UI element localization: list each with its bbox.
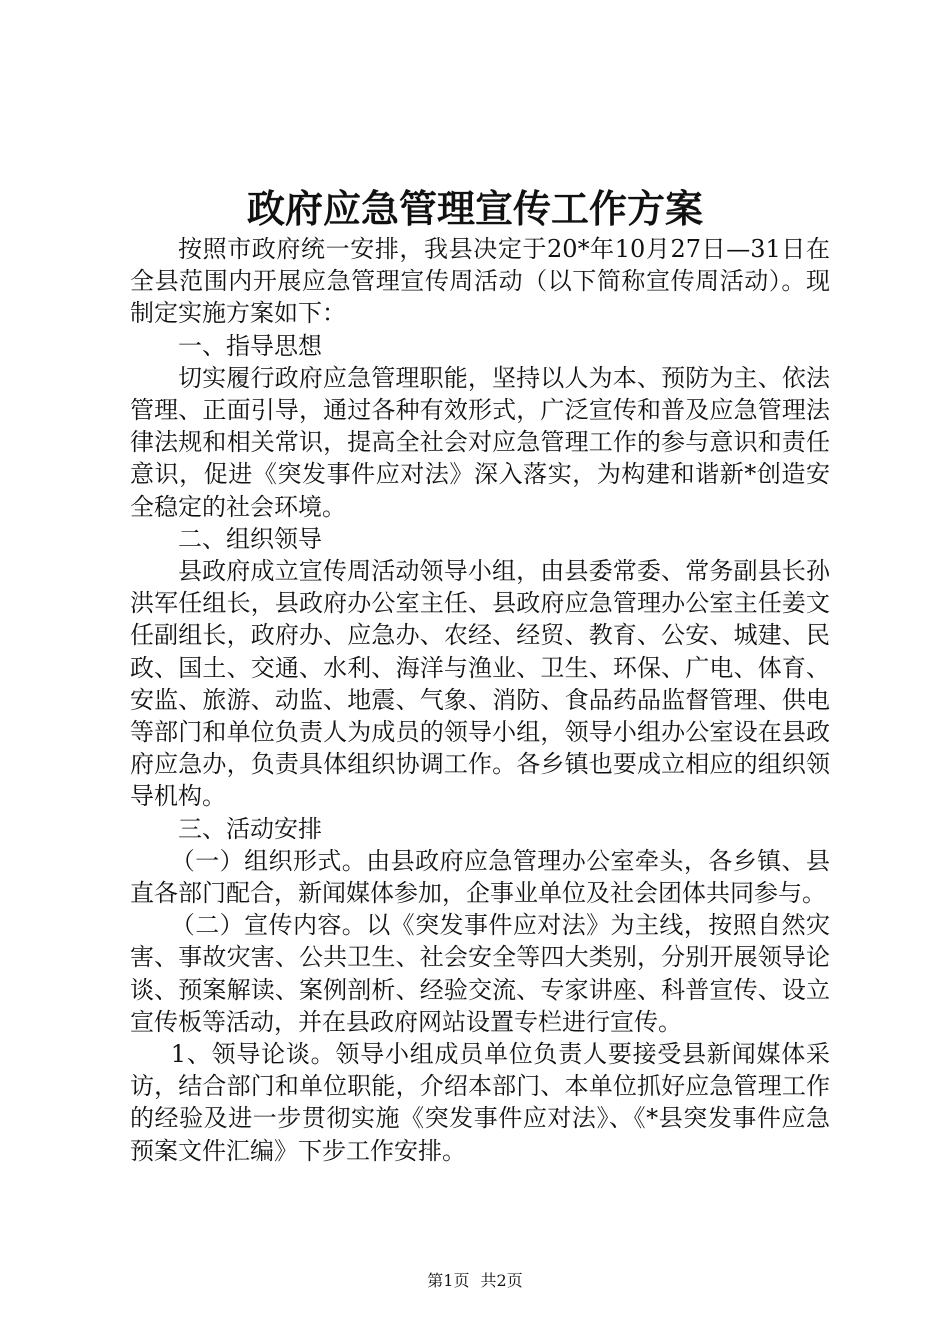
heading-organization: 二、组织领导	[178, 524, 322, 553]
heading-guiding-ideology: 一、指导思想	[178, 331, 322, 360]
paragraph-organization: 县政府成立宣传周活动领导小组，由县委常委、常务副县长孙洪军任组长，县政府办公室主任、县政府应急管理办公室主任姜文任副组长，政府办、应急办、农经、经贸、教育、公安、城建、民政、国土、交通、水利、海洋与渔业、卫生、环保、广电、体育、安监、旅游、动监、地震、气象、消防、食品药品监督管理、供电等部门和单位负责人为成员的领导小组，领导小组办公室设在县政府应急办，负责具体组织协调工作。各乡镇也要成立相应的组织领导机构。	[130, 557, 830, 811]
paragraph-leadership-talks: 1、领导论谈。领导小组成员单位负责人要接受县新闻媒体采访，结合部门和单位职能，介绍本部门、本单位抓好应急管理工作的经验及进一步贯彻实施《突发事件应对法》、《*县突发事件应急预案文件汇编》下步工作安排。	[130, 1040, 830, 1165]
document-body	[130, 233, 830, 1167]
heading-activity-arrangement: 三、活动安排	[178, 814, 322, 843]
paragraph-intro: 按照市政府统一安排，我县决定于20*年10月27日—31日在全县范围内开展应急管理宣传周活动（以下简称宣传周活动）。现制定实施方案如下：	[130, 235, 830, 328]
paragraph-publicity-content: （二）宣传内容。以《突发事件应对法》为主线，按照自然灾害、事故灾害、公共卫生、社会安全等四大类别，分别开展领导论谈、预案解读、案例剖析、经验交流、专家讲座、科普宣传、设立宣传板等活动，并在县政府网站设置专栏进行宣传。	[130, 911, 830, 1036]
document-title: 政府应急管理宣传工作方案	[246, 186, 703, 231]
page-footer	[0, 1268, 950, 1291]
page-total: 共2页	[480, 1271, 523, 1290]
paragraph-guiding-ideology: 切实履行政府应急管理职能，坚持以人为本、预防为主、依法管理、正面引导，通过各种有效形式，广泛宣传和普及应急管理法律法规和相关常识，提高全社会对应急管理工作的参与意识和责任意识，促进《突发事件应对法》深入落实，为构建和谐新*创造安全稳定的社会环境。	[130, 363, 830, 521]
page-number: 第1页	[427, 1271, 470, 1290]
paragraph-organization-form: （一）组织形式。由县政府应急管理办公室牵头，各乡镇、县直各部门配合，新闻媒体参加，企事业单位及社会团体共同参与。	[130, 846, 830, 908]
